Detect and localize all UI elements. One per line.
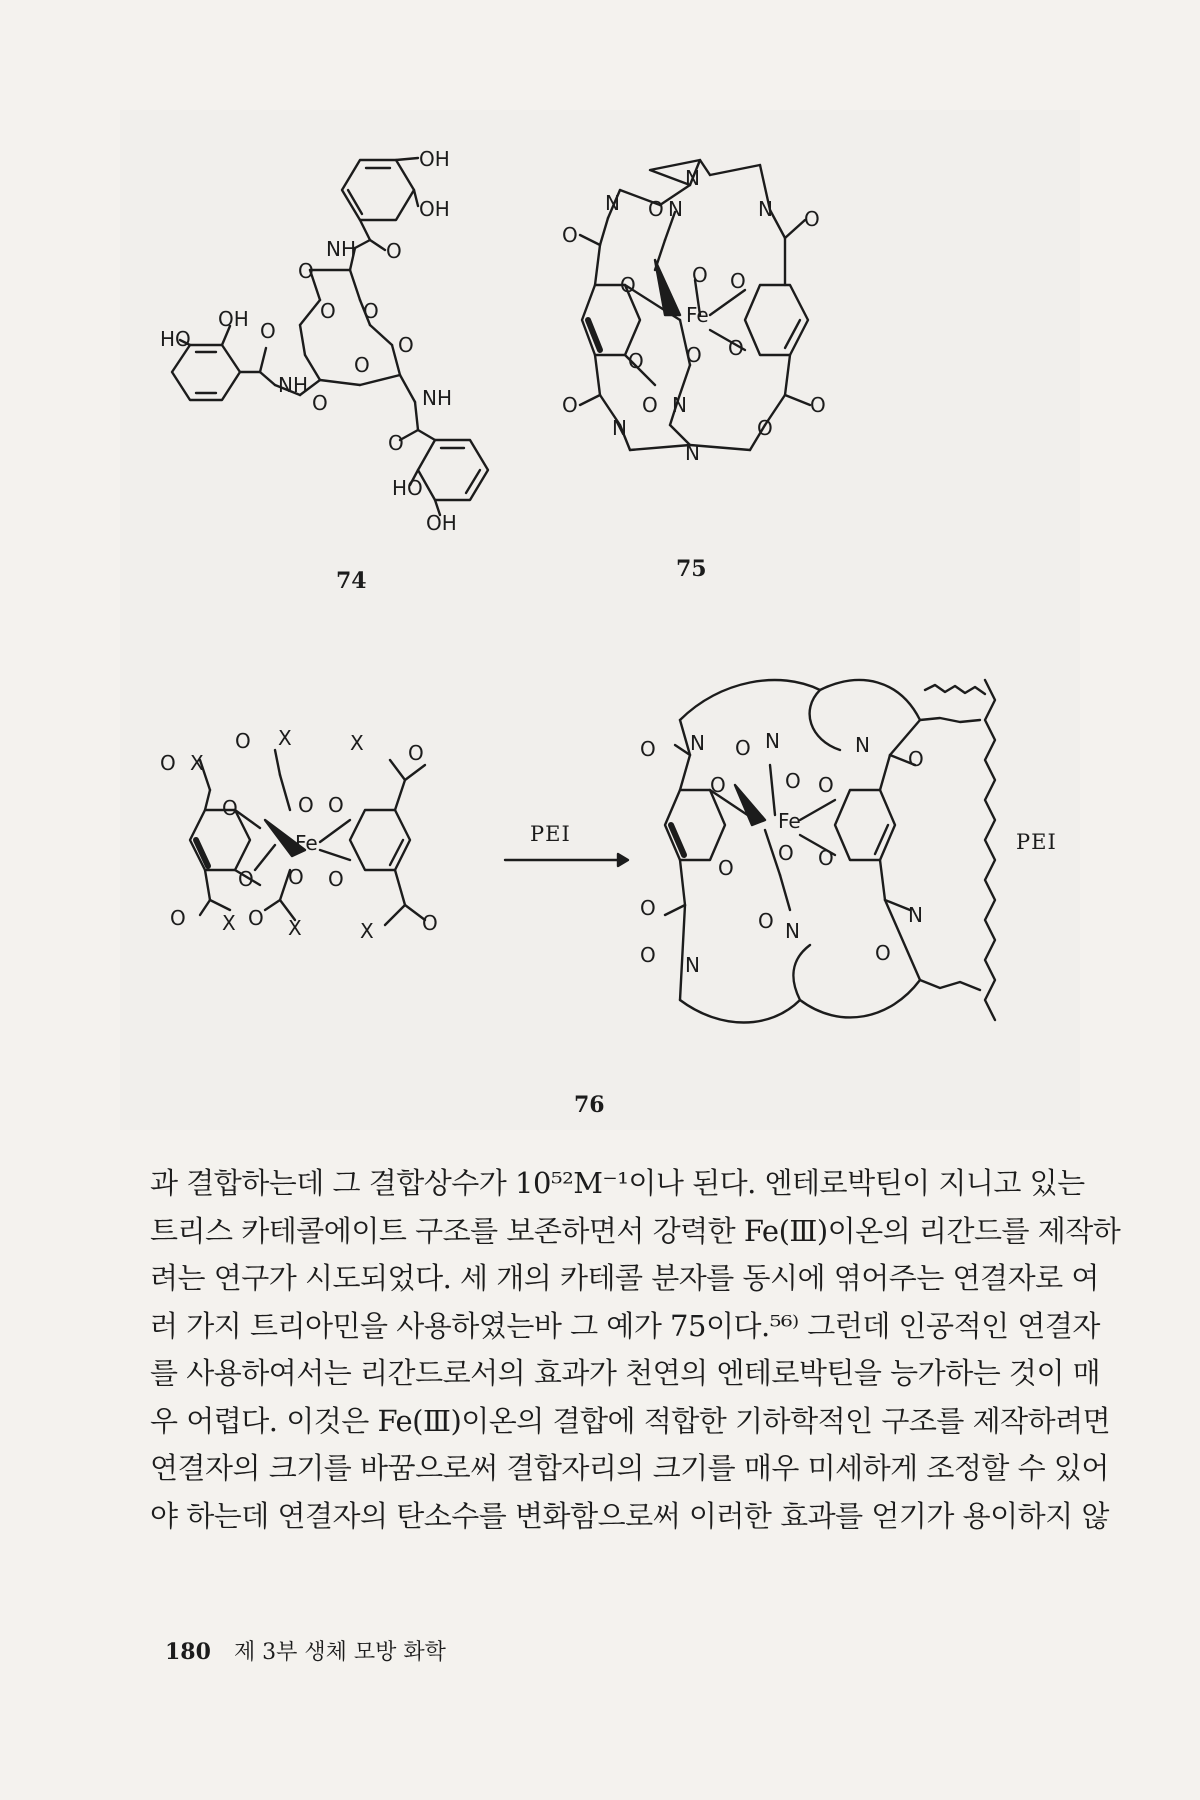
atom-label: O xyxy=(908,747,924,771)
text-line: 를 사용하여서는 리간드로서의 효과가 천연의 엔테로박틴을 능가하는 것이 매 xyxy=(150,1356,1101,1390)
atom-label: O xyxy=(642,393,658,417)
atom-label: O xyxy=(562,223,578,247)
atom-label: O xyxy=(730,269,746,293)
structure-76-product xyxy=(640,660,1000,1060)
atom-label: O xyxy=(686,343,702,367)
text-line: 우 어렵다. 이것은 Fe(Ⅲ)이온의 결합에 적합한 기하학적인 구조를 제작하려면 xyxy=(150,1403,1111,1438)
atom-label: O xyxy=(298,259,314,283)
atom-label: O xyxy=(222,796,238,820)
text-line: 연결자의 크기를 바꿈으로써 결합자리의 크기를 매우 미세하게 조정할 수 있어 xyxy=(150,1451,1109,1485)
atom-label: O xyxy=(160,751,176,775)
atom-label: O xyxy=(298,793,314,817)
atom-label: O xyxy=(818,773,834,797)
atom-label: O xyxy=(875,941,891,965)
atom-label: X xyxy=(190,751,204,775)
atom-label: O xyxy=(386,239,402,263)
atom-label: O xyxy=(735,736,751,760)
atom-label: N xyxy=(908,903,923,927)
atom-label: Fe xyxy=(686,303,709,327)
atom-label: HO xyxy=(160,327,191,351)
atom-label: O xyxy=(648,197,664,221)
atom-label: O xyxy=(288,865,304,889)
atom-label: N xyxy=(685,166,700,190)
atom-label: O xyxy=(170,906,186,930)
compound-label-76: 76 xyxy=(574,1092,605,1118)
atom-label: O xyxy=(312,391,328,415)
text-line: 야 하는데 연결자의 탄소수를 변화함으로써 이러한 효과를 얻기가 용이하지 않 xyxy=(150,1498,1109,1533)
atom-label: N xyxy=(685,441,700,465)
atom-label: X xyxy=(350,731,364,755)
text-line: 러 가지 트리아민을 사용하였는바 그 예가 75이다.⁵⁶⁾ 그런데 인공적인 연결자 xyxy=(150,1308,1100,1343)
reaction-arrow xyxy=(500,850,630,870)
atom-label: NH xyxy=(326,237,356,261)
text-line: 트리스 카테콜에이트 구조를 보존하면서 강력한 Fe(Ⅲ)이온의 리간드를 제작하 xyxy=(150,1213,1121,1248)
atom-label: O xyxy=(363,299,379,323)
atom-label: O xyxy=(628,349,644,373)
atom-label: O xyxy=(328,793,344,817)
atom-label: O xyxy=(785,769,801,793)
atom-label: O xyxy=(422,911,438,935)
atom-label: O xyxy=(710,773,726,797)
text-line: 려는 연구가 시도되었다. 세 개의 카테콜 분자를 동시에 엮어주는 연결자로 여 xyxy=(150,1261,1099,1295)
atom-label: X xyxy=(278,726,292,750)
atom-label: O xyxy=(728,336,744,360)
structure-76-reactant xyxy=(160,720,480,1020)
atom-label: O xyxy=(758,909,774,933)
atom-label: X xyxy=(222,911,236,935)
structure-74 xyxy=(160,140,530,540)
reaction-arrow-label: PEI xyxy=(530,822,571,846)
compound-label-75: 75 xyxy=(676,556,707,582)
atom-label: N xyxy=(785,919,800,943)
wavy-line xyxy=(925,685,985,694)
atom-label: OH xyxy=(419,197,450,221)
atom-label: X xyxy=(360,919,374,943)
atom-label: O xyxy=(818,846,834,870)
atom-label: HO xyxy=(392,476,423,500)
atom-label: Fe xyxy=(778,809,801,833)
atom-label: OH xyxy=(426,511,457,535)
atom-label: O xyxy=(354,353,370,377)
atom-label: NH xyxy=(278,373,308,397)
page-footer xyxy=(165,1635,446,1666)
page-number: 180 xyxy=(165,1639,211,1665)
atom-label: N xyxy=(668,197,683,221)
atom-label: O xyxy=(562,393,578,417)
atom-label: O xyxy=(320,299,336,323)
atom-label: N xyxy=(612,416,627,440)
atom-label: N xyxy=(758,197,773,221)
atom-label: O xyxy=(778,841,794,865)
atom-label: O xyxy=(640,896,656,920)
atom-label: Fe xyxy=(295,831,318,855)
structure-75 xyxy=(560,150,960,540)
atom-label: O xyxy=(640,943,656,967)
atom-label: N xyxy=(690,731,705,755)
atom-label: N xyxy=(855,733,870,757)
atom-label: N xyxy=(605,191,620,215)
atom-label: O xyxy=(388,431,404,455)
atom-label: O xyxy=(810,393,826,417)
atom-label: O xyxy=(238,867,254,891)
atom-label: O xyxy=(398,333,414,357)
atom-label: O xyxy=(804,207,820,231)
atom-label: X xyxy=(288,916,302,940)
atom-label: N xyxy=(685,953,700,977)
body-text xyxy=(150,1160,1121,1540)
atom-label: O xyxy=(248,906,264,930)
section-title: 제 3부 생체 모방 화학 xyxy=(233,1640,446,1665)
atom-label: OH xyxy=(419,147,450,171)
atom-label: O xyxy=(692,263,708,287)
atom-label: O xyxy=(260,319,276,343)
atom-label: N xyxy=(672,393,687,417)
atom-label: O xyxy=(718,856,734,880)
polymer-label: PEI xyxy=(1016,830,1057,854)
atom-label: NH xyxy=(422,386,452,410)
atom-label: N xyxy=(765,729,780,753)
atom-label: O xyxy=(408,741,424,765)
atom-label: O xyxy=(620,273,636,297)
compound-label-74: 74 xyxy=(336,568,367,594)
atom-label: OH xyxy=(218,307,249,331)
atom-label: O xyxy=(640,737,656,761)
text-line: 과 결합하는데 그 결합상수가 10⁵²M⁻¹이나 된다. 엔테로박틴이 지니고 있는 xyxy=(150,1166,1085,1200)
atom-label: O xyxy=(235,729,251,753)
atom-label: O xyxy=(328,867,344,891)
atom-label: O xyxy=(757,416,773,440)
